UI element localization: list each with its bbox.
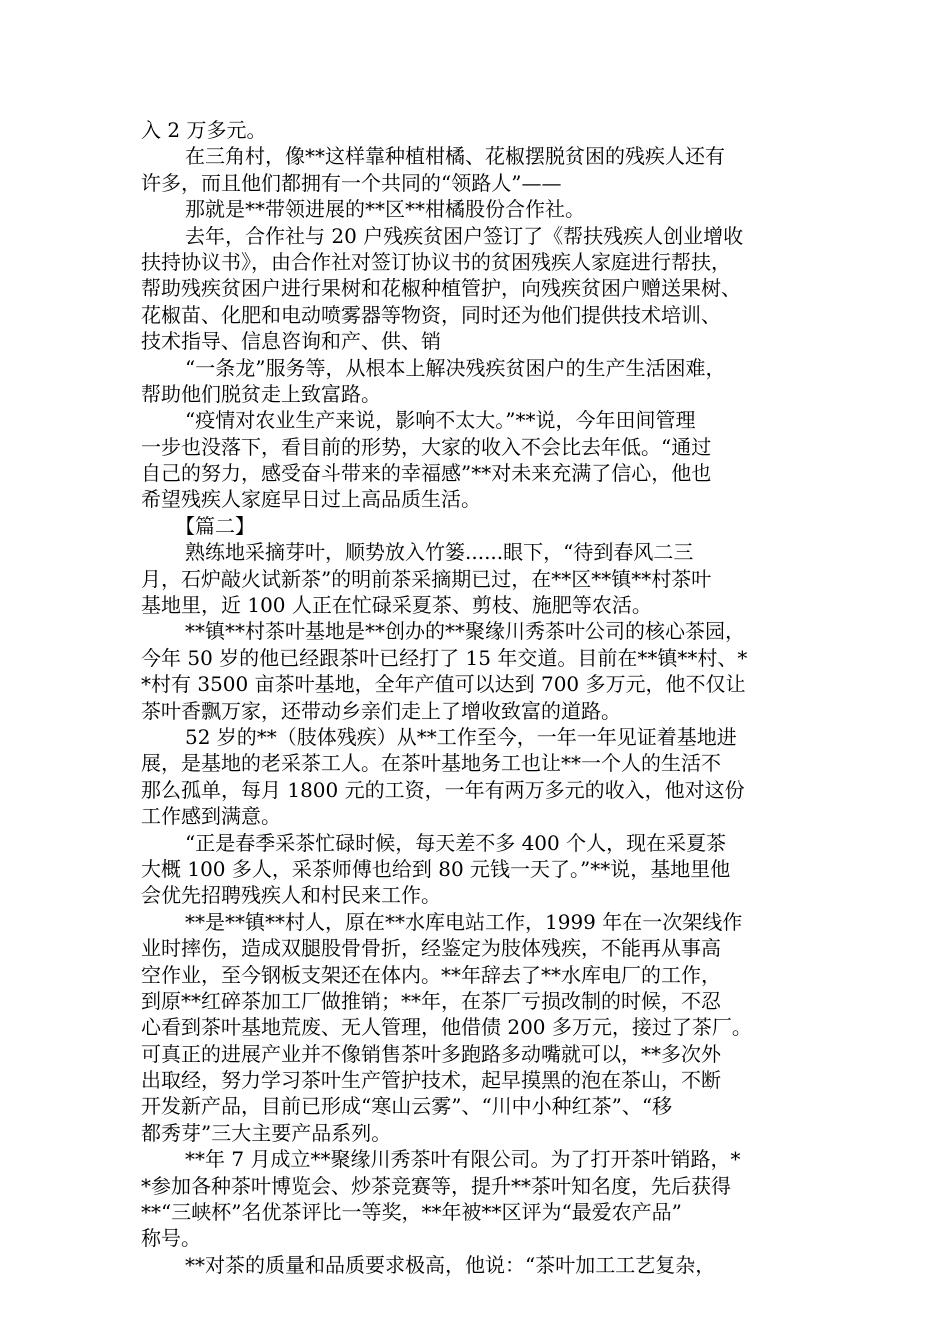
text-line: “疫情对农业生产来说，影响不太大。”**说，今年田间管理 <box>185 408 696 433</box>
text-line: “一条龙”服务等，从根本上解决残疾贫困户的生产生活困难， <box>185 355 726 380</box>
text-line: 展，是基地的老采茶工人。在茶叶基地务工也让**一个人的生活不 <box>141 751 721 776</box>
text-line: 都秀芽”三大主要产品系列。 <box>141 1120 392 1145</box>
text-line: 茶叶香飘万家，还带动乡亲们走上了增收致富的道路。 <box>141 698 621 723</box>
text-line: 许多，而且他们都拥有一个共同的“领路人”—— <box>141 170 562 195</box>
text-line: **是**镇**村人，原在**水库电站工作，1999 年在一次架线作 <box>185 909 743 934</box>
text-line: 一步也没落下，看目前的形势，大家的收入不会比去年低。“通过 <box>141 434 712 459</box>
text-line: 在三角村，像**这样靠种植柑橘、花椒摆脱贫困的残疾人还有 <box>185 144 725 169</box>
text-line: 基地里，近 100 人正在忙碌采夏茶、剪枝、施肥等农活。 <box>141 593 652 618</box>
text-line: *参加各种茶叶博览会、炒茶竞赛等，提升**茶叶知名度，先后获得 <box>141 1173 731 1198</box>
document-body <box>141 117 813 1278</box>
text-line: 帮助残疾贫困户进行果树和花椒种植管护，向残疾贫困户赠送果树、 <box>141 276 741 301</box>
text-line: 到原**红碎茶加工厂做推销；**年，在茶厂亏损改制的时候，不忍 <box>141 988 721 1013</box>
text-line: 扶持协议书》，由合作社对签订协议书的贫困残疾人家庭进行帮扶， <box>141 249 731 274</box>
text-line: 52 岁的**（肢体残疾）从**工作至今，一年一年见证着基地进 <box>185 724 737 749</box>
text-line: 空作业，至今钢板支架还在体内。**年辞去了**水库电厂的工作， <box>141 962 721 987</box>
text-line: 入 2 万多元。 <box>141 118 267 142</box>
text-line: 熟练地采摘芽叶，顺势放入竹篓......眼下，“待到春风二三 <box>185 540 694 565</box>
text-line: **对茶的质量和品质要求极高，他说：“茶叶加工工艺复杂， <box>185 1252 716 1277</box>
text-line: **镇**村茶叶基地是**创办的**聚缘川秀茶叶公司的核心茶园， <box>185 619 745 644</box>
text-line: 大概 100 多人，采茶师傅也给到 80 元钱一天了。”**说，基地里他 <box>141 856 731 881</box>
text-line: 花椒苗、化肥和电动喷雾器等物资，同时还为他们提供技术培训、 <box>141 302 721 327</box>
text-line: 称号。 <box>141 1226 201 1251</box>
text-line: 会优先招聘残疾人和村民来工作。 <box>141 883 441 908</box>
text-line: 出取经，努力学习茶叶生产管护技术，起早摸黑的泡在茶山，不断 <box>141 1068 721 1093</box>
text-line: 工作感到满意。 <box>141 804 281 829</box>
text-line: 心看到茶叶基地荒废、无人管理，他借债 200 多万元，接过了茶厂。 <box>141 1015 752 1040</box>
text-line: **年 7 月成立**聚缘川秀茶叶有限公司。为了打开茶叶销路，* <box>185 1147 741 1172</box>
text-line: 可真正的进展产业并不像销售茶叶多跑路多动嘴就可以，**多次外 <box>141 1041 721 1066</box>
text-line: 那么孤单，每月 1800 元的工资，一年有两万多元的收入，他对这份 <box>141 777 745 802</box>
text-line: “正是春季采茶忙碌时候，每天差不多 400 个人，现在采夏茶 <box>185 830 727 855</box>
text-line: 开发新产品，目前已形成“寒山云雾”、“川中小种红茶”、“移 <box>141 1094 673 1119</box>
text-line: 希望残疾人家庭早日过上高品质生活。 <box>141 487 481 512</box>
text-line: 技术指导、信息咨询和产、供、销 <box>141 329 441 354</box>
text-line: 自己的努力，感受奋斗带来的幸福感”**对未来充满了信心，他也 <box>141 461 712 486</box>
text-line: 月，石炉敲火试新茶”的明前茶采摘期已过，在**区**镇**村茶叶 <box>141 566 712 591</box>
text-line: *村有 3500 亩茶叶基地，全年产值可以达到 700 多万元，他不仅让 <box>141 672 746 697</box>
text-line: 帮助他们脱贫走上致富路。 <box>141 381 381 406</box>
section-heading: 【篇二】 <box>175 513 255 538</box>
text-line: **“三峡杯”名优茶评比一等奖，**年被**区评为“最爱农产品” <box>141 1200 682 1225</box>
text-line: 今年 50 岁的他已经跟茶叶已经打了 15 年交道。目前在**镇**村、* <box>141 645 748 670</box>
text-line: 那就是**带领进展的**区**柑橘股份合作社。 <box>185 197 585 222</box>
text-line: 业时摔伤，造成双腿股骨骨折，经鉴定为肢体残疾，不能再从事高 <box>141 936 721 961</box>
text-line: 去年，合作社与 20 户残疾贫困户签订了《帮扶残疾人创业增收 <box>185 223 744 248</box>
